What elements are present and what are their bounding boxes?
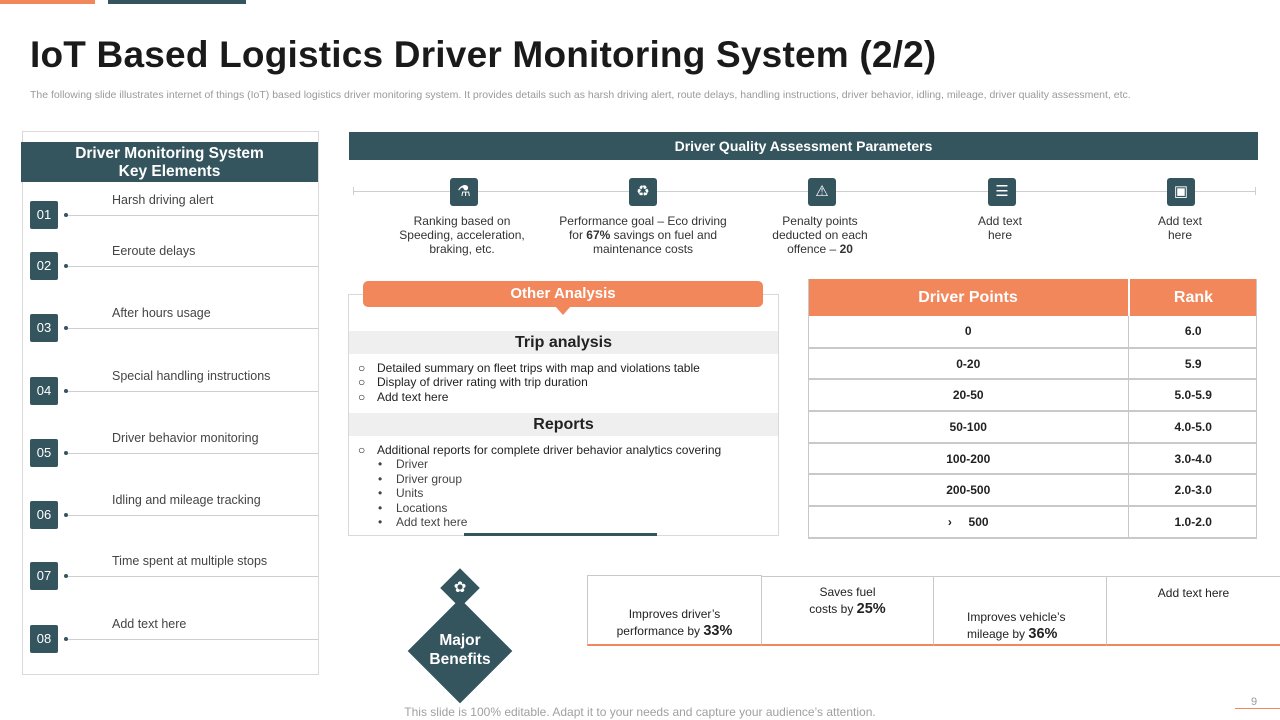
key-element-item [30, 369, 318, 407]
assessment-text-line: Speeding, acceleration, [399, 228, 525, 242]
list-item [378, 486, 467, 501]
table-cell: 50-100 [808, 411, 1129, 443]
assessment-text-line: Performance goal – Eco driving [559, 214, 727, 228]
other-analysis-title: Other Analysis [363, 281, 763, 307]
table-cell: 0 [808, 316, 1129, 348]
divider [68, 639, 318, 640]
key-element-label: After hours usage [112, 306, 211, 320]
list-item-text: Display of driver rating with trip duration [377, 375, 588, 390]
table-cell: 6.0 [1129, 316, 1257, 348]
assessment-text-line: here [1167, 228, 1193, 242]
text-span: mileage by [967, 627, 1029, 641]
key-element-number: 05 [30, 439, 58, 467]
table-header-row [808, 279, 1257, 316]
benefit-box [933, 576, 1107, 646]
benefit-text-line [588, 623, 761, 640]
text-span: performance by [616, 624, 704, 638]
penalty-icon: ⚠ [808, 178, 836, 206]
timeline-tick [1255, 187, 1256, 195]
hand-plant-icon: ✿ [453, 579, 467, 596]
driver-points-table [808, 279, 1257, 539]
table-cell: 5.9 [1129, 348, 1257, 380]
benefit-text-line: Improves vehicle’s [967, 610, 1066, 624]
assessment-text-line: Add text [1157, 214, 1203, 228]
benefit-text-line [934, 626, 1106, 643]
text-span: savings on fuel and [610, 228, 718, 242]
clipboard-icon: ☰ [988, 178, 1016, 206]
list-item [378, 515, 467, 530]
assessment-text [372, 214, 552, 256]
benefit-box [761, 576, 934, 646]
benefit-value: 33% [703, 623, 733, 639]
benefit-value: 36% [1028, 626, 1058, 642]
key-element-label: Eeroute delays [112, 244, 196, 258]
divider [68, 328, 318, 329]
footer-note: This slide is 100% editable. Adapt it to your needs and capture your audience’s attention. [404, 705, 876, 719]
table-cell: 200-500 [808, 474, 1129, 506]
table-row [808, 316, 1257, 348]
assessment-text-line: Ranking based on [413, 214, 511, 228]
assessment-text-line: here [987, 228, 1013, 242]
assessment-text [1090, 214, 1270, 242]
key-element-item [30, 244, 318, 282]
dot-bullet-icon: • [378, 457, 383, 471]
accent-underline [464, 533, 657, 536]
list-item-text: Driver group [396, 471, 463, 486]
table-cell: 100-200 [808, 443, 1129, 475]
table-cell: 1.0-2.0 [1129, 506, 1257, 538]
assessment-text-line [730, 242, 910, 256]
key-element-item [30, 431, 318, 469]
monitor-icon: ▣ [1167, 178, 1195, 206]
benefit-text-line: Improves driver’s [628, 607, 721, 621]
table-cell: 4.0-5.0 [1129, 411, 1257, 443]
dot-bullet-icon: • [378, 515, 383, 529]
benefit-box [587, 575, 762, 646]
list-item-text: Add text here [396, 515, 468, 529]
list-item [378, 457, 467, 472]
table-cell: › 500 [808, 506, 1129, 538]
column-header-driver-points: Driver Points [808, 279, 1129, 316]
timeline-tick [353, 187, 354, 195]
circle-bullet-icon: ○ [358, 375, 366, 390]
text-span: for [568, 228, 587, 242]
key-element-label: Add text here [112, 617, 187, 631]
table-row [808, 379, 1257, 411]
list-item [358, 443, 721, 457]
page-title: IoT Based Logistics Driver Monitoring System (2/2) [30, 34, 937, 75]
pointer-arrow [555, 306, 571, 315]
eco-driving-icon: ♻ [629, 178, 657, 206]
key-element-item [30, 306, 318, 344]
divider [68, 515, 318, 516]
list-item [378, 501, 467, 516]
key-elements-header-line1: Driver Monitoring System [75, 145, 264, 162]
major-benefits-line2: Benefits [429, 651, 491, 668]
benefit-text-line: Saves fuel [819, 585, 876, 599]
key-element-item [30, 193, 318, 231]
key-elements-header [21, 142, 318, 182]
divider [68, 576, 318, 577]
top-accent-bar-teal [108, 0, 246, 4]
divider [68, 215, 318, 216]
list-item-text: Additional reports for complete driver behavior analytics covering [377, 443, 722, 457]
table-cell: 5.0-5.9 [1129, 379, 1257, 411]
driver-seat-icon: ⚗ [450, 178, 478, 206]
list-item [378, 472, 467, 487]
reports-list [358, 443, 721, 457]
list-item-text: Add text here [377, 389, 449, 404]
table-row [808, 411, 1257, 443]
page-number: 9 [1251, 696, 1258, 708]
assessment-timeline [353, 191, 1256, 192]
list-item-text: Units [396, 486, 424, 500]
major-benefits-label [420, 631, 500, 669]
assessment-text-line: braking, etc. [429, 242, 495, 256]
list-item-text: Locations [396, 500, 448, 515]
assessment-text-line: Penalty points [782, 214, 858, 228]
list-item-text: Detailed summary on fleet trips with map and violations table [377, 361, 700, 375]
assessment-text [730, 214, 910, 256]
table-row [808, 443, 1257, 475]
key-elements-header-line2: Key Elements [118, 163, 221, 180]
dot-bullet-icon: • [378, 486, 383, 500]
divider [68, 453, 318, 454]
assessment-text-line [553, 228, 733, 242]
trip-analysis-heading: Trip analysis [349, 331, 778, 354]
reports-sublist [378, 457, 467, 530]
key-element-number: 06 [30, 501, 58, 529]
key-element-label: Driver behavior monitoring [112, 431, 259, 445]
benefit-text-line: Add text here [1157, 586, 1230, 600]
key-element-number: 04 [30, 377, 58, 405]
circle-bullet-icon: ○ [358, 361, 366, 375]
list-item [358, 390, 700, 404]
table-row [808, 474, 1257, 506]
circle-bullet-icon: ○ [358, 443, 366, 457]
circle-bullet-icon: ○ [358, 389, 366, 404]
divider [68, 391, 318, 392]
key-element-item [30, 493, 318, 531]
key-element-label: Special handling instructions [112, 369, 271, 383]
dot-bullet-icon: • [378, 471, 383, 486]
major-benefits-line1: Major [439, 632, 481, 649]
table-cell: 3.0-4.0 [1129, 443, 1257, 475]
table-row [808, 506, 1257, 538]
top-accent-bar-orange [0, 0, 95, 4]
key-element-number: 08 [30, 625, 58, 653]
key-element-number: 01 [30, 201, 58, 229]
table-cell: 20-50 [808, 379, 1129, 411]
assessment-text-line: Add text [977, 214, 1023, 228]
assessment-text-line: deducted on each [772, 228, 868, 242]
key-element-number: 02 [30, 252, 58, 280]
key-element-item [30, 554, 318, 592]
assessment-header: Driver Quality Assessment Parameters [349, 132, 1258, 160]
column-header-rank: Rank [1129, 279, 1257, 316]
reports-heading: Reports [349, 413, 778, 436]
key-element-label: Harsh driving alert [112, 193, 214, 207]
penalty-value: 20 [839, 242, 853, 256]
assessment-text [553, 214, 733, 256]
assessment-text [910, 214, 1090, 242]
trip-analysis-list [358, 361, 700, 404]
benefit-box [1106, 576, 1280, 646]
eco-savings-value: 67% [586, 228, 611, 242]
dot-bullet-icon: • [378, 500, 383, 515]
page-number-underline [1235, 708, 1280, 709]
table-cell: 2.0-3.0 [1129, 474, 1257, 506]
benefit-text-line [762, 601, 933, 618]
list-item [358, 375, 700, 389]
page-subtitle: The following slide illustrates internet of things (IoT) based logistics driver monitoring system. It provides details such as harsh driving alert, route delays, handling instructions, driver behavior, idling, mileage, driver quality assessment, etc. [30, 89, 1131, 101]
assessment-text-line: maintenance costs [592, 242, 694, 256]
divider [68, 266, 318, 267]
benefit-value: 25% [856, 601, 886, 617]
list-item [358, 361, 700, 375]
key-element-label: Time spent at multiple stops [112, 554, 268, 568]
list-item-text: Driver [396, 457, 428, 471]
key-element-item [30, 617, 318, 655]
table-cell: 0-20 [808, 348, 1129, 380]
key-element-number: 03 [30, 314, 58, 342]
table-row [808, 348, 1257, 380]
text-span: costs by [809, 602, 857, 616]
key-element-label: Idling and mileage tracking [112, 493, 261, 507]
key-element-number: 07 [30, 562, 58, 590]
text-span: offence – [787, 242, 840, 256]
